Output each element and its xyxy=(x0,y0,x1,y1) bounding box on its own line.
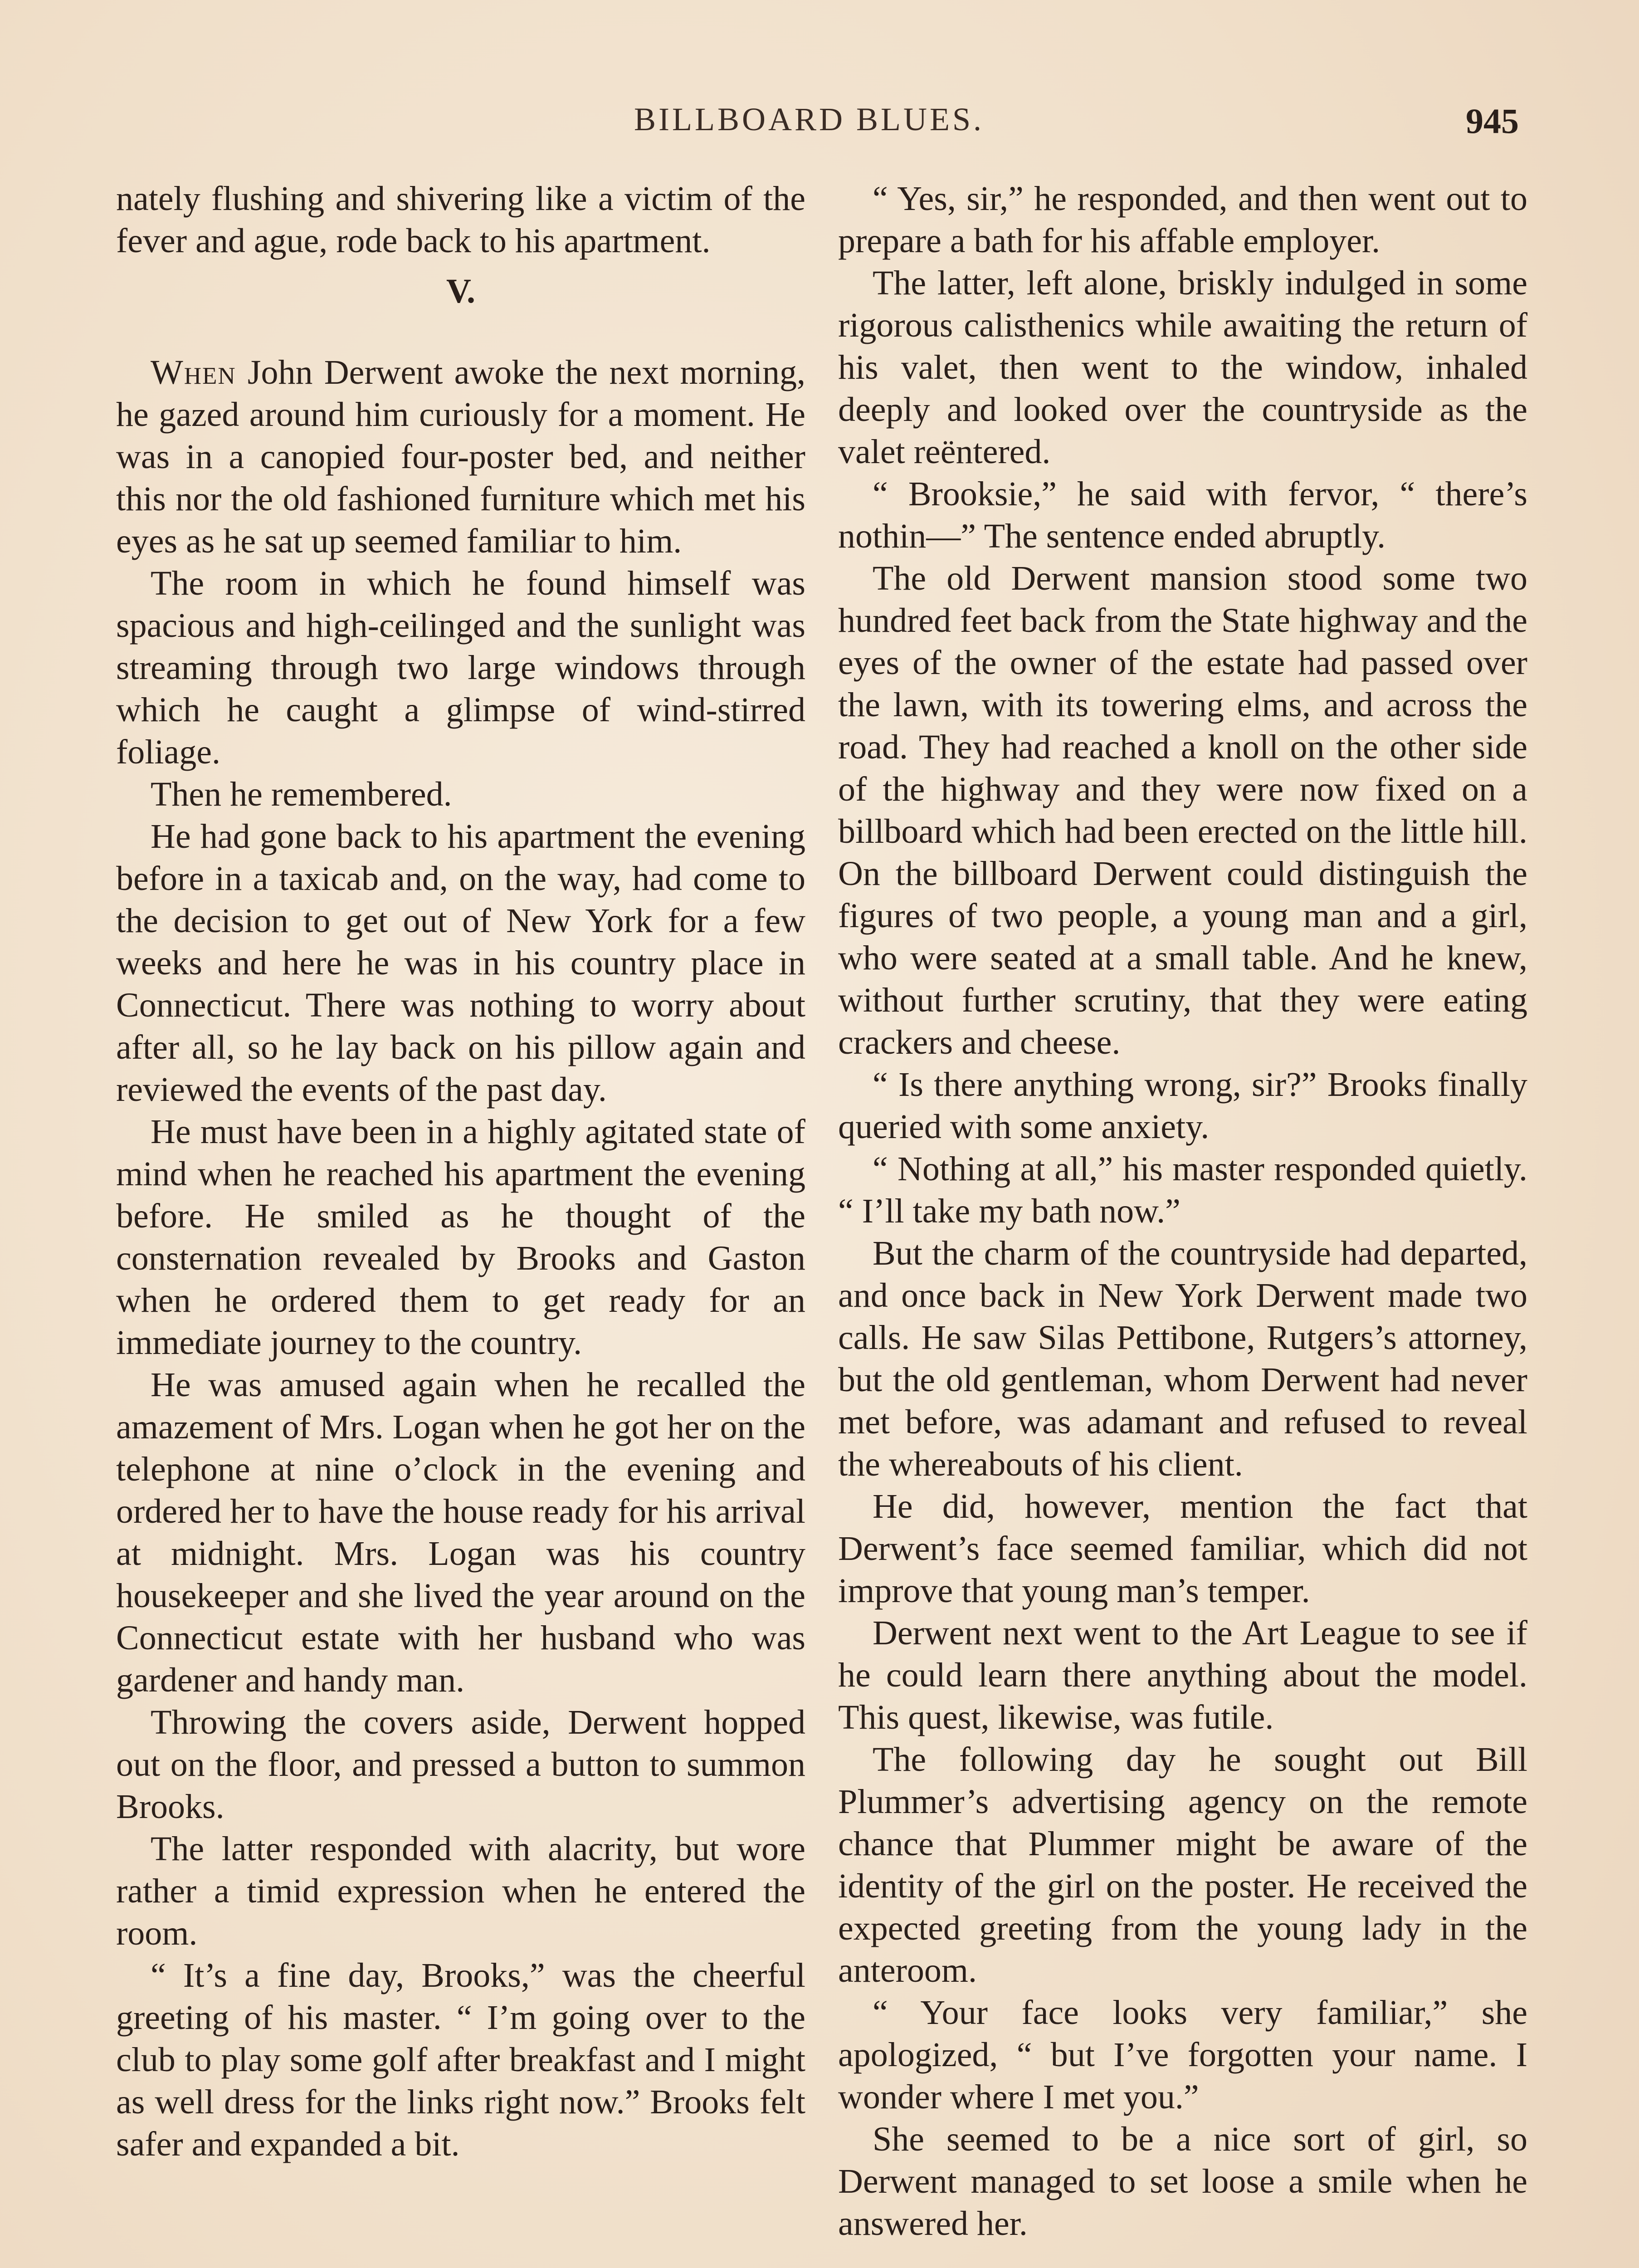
paragraph: He had gone back to his apartment the evening before in a taxicab and, on the way, had come to the decision to get out of New York for a few weeks and here he was in his country place in Connecticut. There was nothing to worry about after all, so he lay back on his pillow again and reviewed the events of the past day. xyxy=(116,817,805,1109)
paragraph: Derwent next went to the Art League to see if he could learn there anything about the model. This quest, likewise, was futile. xyxy=(838,1614,1527,1736)
paragraph: The latter, left alone, briskly indulged in some rigorous calisthenics while awaiting the return of his valet, then went to the window, inhaled deeply and looked over the countryside as the valet reëntered. xyxy=(838,264,1527,471)
paragraph: The room in which he found himself was spacious and high-ceilinged and the sunlight was streaming through two large windows through which he caught a glimpse of wind-stirred foliage. xyxy=(116,564,805,771)
left-column xyxy=(116,178,805,2165)
paragraph: nately flushing and shivering like a victim of the fever and ague, rode back to his apartment. xyxy=(116,180,805,260)
running-title: BILLBOARD BLUES. xyxy=(634,101,985,137)
drop-word: When xyxy=(151,353,236,391)
paragraph: The old Derwent mansion stood some two hundred feet back from the State highway and the eyes of the owner of the estate had passed over the lawn, with its towering elms, and across the road. They had reached a knoll on the other side of the highway and they were now fixed on a billboard which had been erected on the little hill. On the billboard Derwent could distinguish the figures of two people, a young man and a girl, who were seated at a small table. And he knew, without further scrutiny, that they were eating crackers and cheese. xyxy=(838,559,1527,1061)
page-number: 945 xyxy=(1466,101,1519,141)
paragraph: “ Is there anything wrong, sir?” Brooks finally queried with some anxiety. xyxy=(838,1066,1527,1146)
paragraph: “ Nothing at all,” his master responded quietly. “ I’ll take my bath now.” xyxy=(838,1150,1527,1230)
paragraph-text: John Derwent awoke the next morning, he gazed around him curiously for a moment. He was in a canopied four-poster bed, and neither this nor the old fashioned furniture which met his eyes as he sat up seemed familiar to him. xyxy=(116,353,805,560)
paragraph: But the charm of the countryside had departed, and once back in New York Derwent made two calls. He saw Silas Pettibone, Rutgers’s attorney, but the old gentleman, whom Derwent had never met before, was adamant and refused to reveal the whereabouts of his client. xyxy=(838,1234,1527,1483)
paragraph: Then he remembered. xyxy=(151,775,452,813)
paragraph: “ It’s a fine day, Brooks,” was the cheerful greeting of his master. “ I’m going over to the club to play some golf after breakfast and I might as well dress for the links right now.” Brooks felt safer and expanded a bit. xyxy=(116,1956,805,2163)
paragraph: Throwing the covers aside, Derwent hopped out on the floor, and pressed a button to summon Brooks. xyxy=(116,1703,805,1826)
right-column xyxy=(838,178,1527,2245)
section-heading: V. xyxy=(446,272,476,310)
paragraph: The latter responded with alacrity, but wore rather a timid expression when he entered the room. xyxy=(116,1830,805,1952)
paragraph: The following day he sought out Bill Plummer’s advertising agency on the remote chance that Plummer might be aware of the identity of the girl on the poster. He received the expected greeting from the young lady in the anteroom. xyxy=(838,1740,1527,1989)
paragraph xyxy=(116,352,805,562)
page-header xyxy=(0,101,1639,146)
paragraph: He was amused again when he recalled the amazement of Mrs. Logan when he got her on the telephone at nine o’clock in the evening and ordered her to have the house ready for his arrival at midnight. Mrs. Logan was his country housekeeper and she lived the year around on the Connecticut estate with her husband who was gardener and handy man. xyxy=(116,1366,805,1699)
paragraph: She seemed to be a nice sort of girl, so Derwent managed to set loose a smile when he answered her. xyxy=(838,2120,1527,2243)
paragraph: “ Brooksie,” he said with fervor, “ there’s nothin—” The sentence ended abruptly. xyxy=(838,475,1527,555)
paragraph: He must have been in a highly agitated state of mind when he reached his apartment the evening before. He smiled as he thought of the consternation revealed by Brooks and Gaston when he ordered them to get ready for an immediate journey to the country. xyxy=(116,1113,805,1362)
paragraph: He did, however, mention the fact that Derwent’s face seemed familiar, which did not improve that young man’s temper. xyxy=(838,1487,1527,1610)
paragraph: “ Your face looks very familiar,” she apologized, “ but I’ve forgotten your name. I wonder where I met you.” xyxy=(838,1994,1527,2116)
paragraph: “ Yes, sir,” he responded, and then went out to prepare a bath for his affable employer. xyxy=(838,180,1527,260)
